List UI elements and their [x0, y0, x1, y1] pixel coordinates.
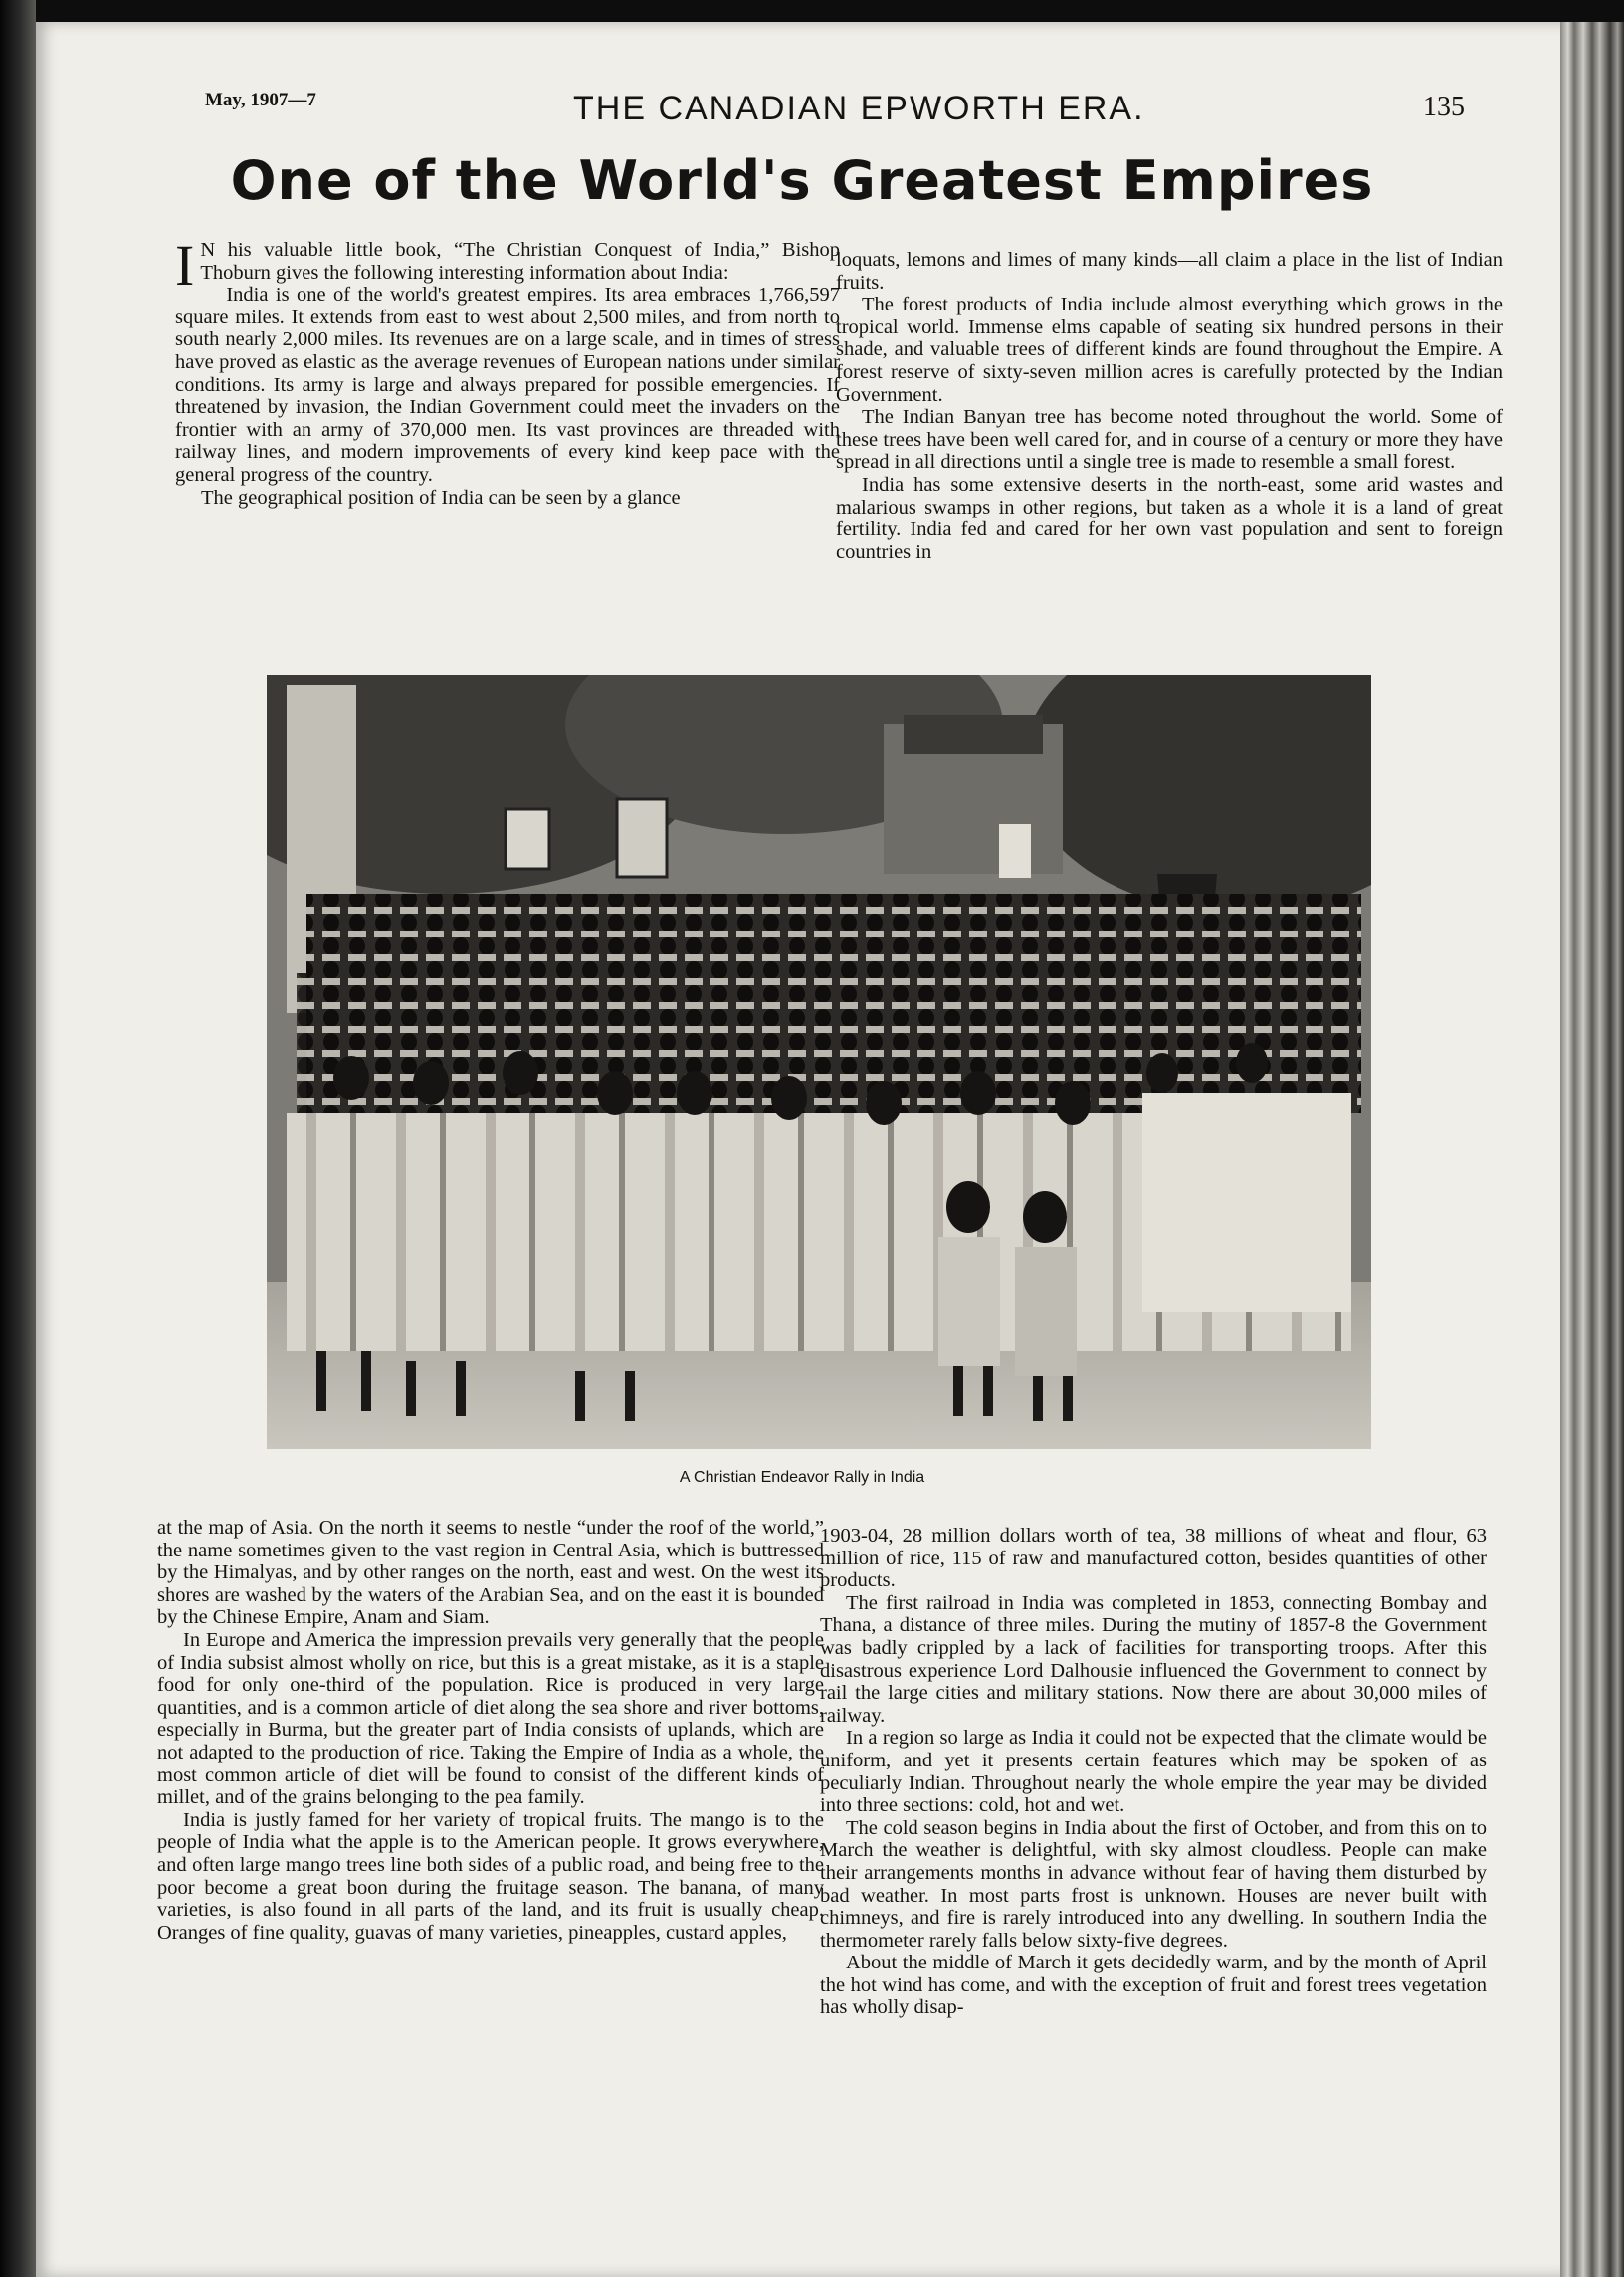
paragraph: The Indian Banyan tree has become noted throughout the world. Some of these trees have been well cared for, and in course of a century or more they have spread in all directions until a single tree is made to resemble a small forest.	[836, 406, 1503, 474]
paragraph: In Europe and America the impression prevails very generally that the people of India subsist almost wholly on rice, but this is a great mistake, as it is a staple food for only one-third of the population. Rice is produced in very large quantities, and is a common article of diet along the sea shore and river bottoms, especially in Burma, but the greater part of India consists of uplands, which are not adapted to the production of rice. Taking the Empire of India as a whole, the most common article of diet will be found to consist of the different kinds of millet, and of the grains belonging to the pea family.	[157, 1628, 824, 1809]
issue-date: May, 1907—7	[205, 90, 316, 110]
photo-illustration	[267, 675, 1371, 1449]
paragraph: The first railroad in India was completed in 1853, connecting Bombay and Thana, a distance of three miles. During the mutiny of 1857-8 the Government was badly crippled by a lack of facilities for transporting troops. After this disastrous experience Lord Dalhousie influenced the Government to connect by rail the large cities and military stations. Now there are about 30,000 miles of railway.	[820, 1591, 1487, 1727]
photo-caption: A Christian Endeavor Rally in India	[679, 1469, 925, 1486]
column-top-right	[836, 249, 1503, 563]
paragraph: About the middle of March it gets decidedly warm, and by the month of April the hot wind has come, and with the exception of fruit and forest trees vegetation has wholly disap-	[820, 1952, 1487, 2019]
magazine-page	[36, 22, 1568, 2277]
lead-paragraph	[175, 233, 840, 298]
paragraph: India is one of the world's greatest empires. Its area embraces 1,766,597 square miles. It extends from east to west about 2,500 miles, and from north to south nearly 2,000 miles. Its revenues are on a large scale, and in times of stress have proved as elastic as the average revenues of European nations under similar conditions. Its army is large and always prepared for possible emergencies. If threatened by invasion, the Indian Government could meet the invaders on the frontier with an army of 370,000 men. Its vast provinces are threaded with railway lines, and modern improvements of every kind keep pace with the general progress of the country.	[175, 284, 840, 486]
paragraph: The cold season begins in India about the first of October, and from this on to March the weather is delightful, with sky almost cloudless. People can make their arrangements months in advance without fear of having them disturbed by bad weather. In most parts frost is unknown. Houses are never built with chimneys, and fire is rarely introduced into any dwelling. In southern India the thermometer rarely falls below sixty-five degrees.	[820, 1816, 1487, 1952]
article-headline: One of the World's Greatest Empires	[230, 149, 1374, 212]
rally-photograph	[267, 675, 1371, 1449]
publication-title: THE CANADIAN EPWORTH ERA.	[573, 90, 1145, 127]
column-bottom-right	[820, 1525, 1487, 2019]
book-spine-edge	[1560, 22, 1624, 2277]
drop-cap: I	[175, 233, 195, 298]
paragraph: The forest products of India include almost everything which grows in the tropical world. Immense elms capable of seating six hundred persons in their shade, and valuable trees of different kinds are found throughout the Empire. A forest reserve of sixty-seven million acres is carefully protected by the Indian Government.	[836, 294, 1503, 406]
paragraph: 1903-04, 28 million dollars worth of tea, 38 millions of wheat and flour, 63 million of rice, 115 of raw and manufactured cotton, besides quantities of other products.	[820, 1525, 1487, 1592]
running-header	[36, 80, 1568, 149]
paragraph: loquats, lemons and limes of many kinds—all claim a place in the list of Indian fruits.	[836, 249, 1503, 294]
paragraph: The geographical position of India can be seen by a glance	[201, 486, 681, 509]
lead-paragraph-text: N his valuable little book, “The Christian Conquest of India,” Bishop Thoburn gives the following interesting information about India:	[200, 239, 840, 284]
paragraph: In a region so large as India it could not be expected that the climate would be uniform, and yet it presents certain features which may be spoken of as peculiarly Indian. Throughout nearly the whole empire the year may be divided into three sections: cold, hot and wet.	[820, 1727, 1487, 1817]
column-top-left	[175, 233, 840, 509]
paragraph: India is justly famed for her variety of tropical fruits. The mango is to the people of India what the apple is to the American people. It grows everywhere, and often large mango trees line both sides of a public road, and being free to the poor become a great boon during the fruitage season. The banana, of many varieties, is also found in all parts of the land, and its fruit is usually cheap. Oranges of fine quality, guavas of many varieties, pineapples, custard apples,	[157, 1808, 824, 1944]
page-number: 135	[1423, 92, 1465, 122]
scan-left-border	[0, 0, 36, 2277]
column-bottom-left	[157, 1517, 824, 1944]
paragraph: India has some extensive deserts in the north-east, some arid wastes and malarious swamps in other regions, but taken as a whole it is a land of great fertility. India fed and cared for her own vast population and sent to foreign countries in	[836, 473, 1503, 563]
paragraph: at the map of Asia. On the north it seems to nestle “under the roof of the world,” the name sometimes given to the vast region in Central Asia, which is buttressed by the Himalyas, and by other ranges on the north, east and west. On the west its shores are washed by the waters of the Arabian Sea, and on the east it is bounded by the Chinese Empire, Anam and Siam.	[157, 1517, 824, 1629]
